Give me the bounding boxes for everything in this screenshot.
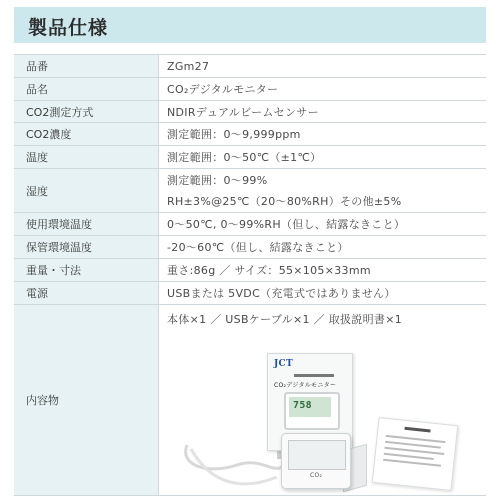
row-value <box>159 305 487 496</box>
table-row <box>14 236 486 259</box>
row-value: 測定範囲：0～50℃（±1℃） <box>159 146 487 169</box>
instruction-manual <box>372 417 458 491</box>
co2-reading: 758 <box>293 400 312 411</box>
monitor-device <box>281 433 351 489</box>
section-title: 製品仕様 <box>28 17 109 39</box>
table-row <box>14 305 486 496</box>
row-label: 品名 <box>14 78 159 101</box>
table-row <box>14 282 486 305</box>
brand-logo: JCT <box>274 359 294 369</box>
row-label: 湿度 <box>14 169 159 213</box>
row-value: ZGm27 <box>159 55 487 78</box>
table-row <box>14 169 486 213</box>
row-label: 重量・寸法 <box>14 259 159 282</box>
table-row <box>14 55 486 78</box>
device-screen <box>288 440 346 470</box>
row-label: 使用環境温度 <box>14 213 159 236</box>
manual-title-bar <box>404 427 430 433</box>
table-row <box>14 78 486 101</box>
table-row <box>14 213 486 236</box>
row-label: CO2測定方式 <box>14 101 159 123</box>
box-band <box>294 374 334 377</box>
row-label: 品番 <box>14 55 159 78</box>
row-value: 測定範囲：0～9,999ppm <box>159 123 487 146</box>
box-device-image <box>284 392 340 430</box>
row-label: 電源 <box>14 282 159 305</box>
row-label: 温度 <box>14 146 159 169</box>
table-row <box>14 123 486 146</box>
box-screen <box>289 397 331 417</box>
row-label: 内容物 <box>14 305 159 496</box>
humidity-accuracy: RH±3%@25℃（20～80%RH）その他±5% <box>167 195 402 208</box>
row-value: NDIRデュアルビームセンサー <box>159 101 487 123</box>
row-value: CO₂デジタルモニター <box>159 78 487 101</box>
device-label: CO₂ <box>310 472 323 479</box>
table-row <box>14 259 486 282</box>
row-value: -20～60℃（但し、結露なきこと） <box>159 236 487 259</box>
spec-table <box>14 54 486 496</box>
row-value: USBまたは 5VDC（充電式ではありません） <box>159 282 487 305</box>
product-photo <box>167 335 467 495</box>
row-value: 0～50℃, 0～99%RH（但し、結露なきこと） <box>159 213 487 236</box>
row-label: 保管環境温度 <box>14 236 159 259</box>
humidity-range: 測定範囲：0～99% <box>167 174 268 187</box>
box-title: CO₂デジタルモニター <box>274 382 337 389</box>
contents-text: 本体×1 ／ USBケーブル×1 ／ 取扱説明書×1 <box>167 313 403 326</box>
row-value <box>159 169 487 213</box>
table-row <box>14 101 486 123</box>
row-value: 重さ:86g ／ サイズ：55×105×33mm <box>159 259 487 282</box>
row-label: CO2濃度 <box>14 123 159 146</box>
section-header <box>14 7 486 43</box>
table-row <box>14 146 486 169</box>
